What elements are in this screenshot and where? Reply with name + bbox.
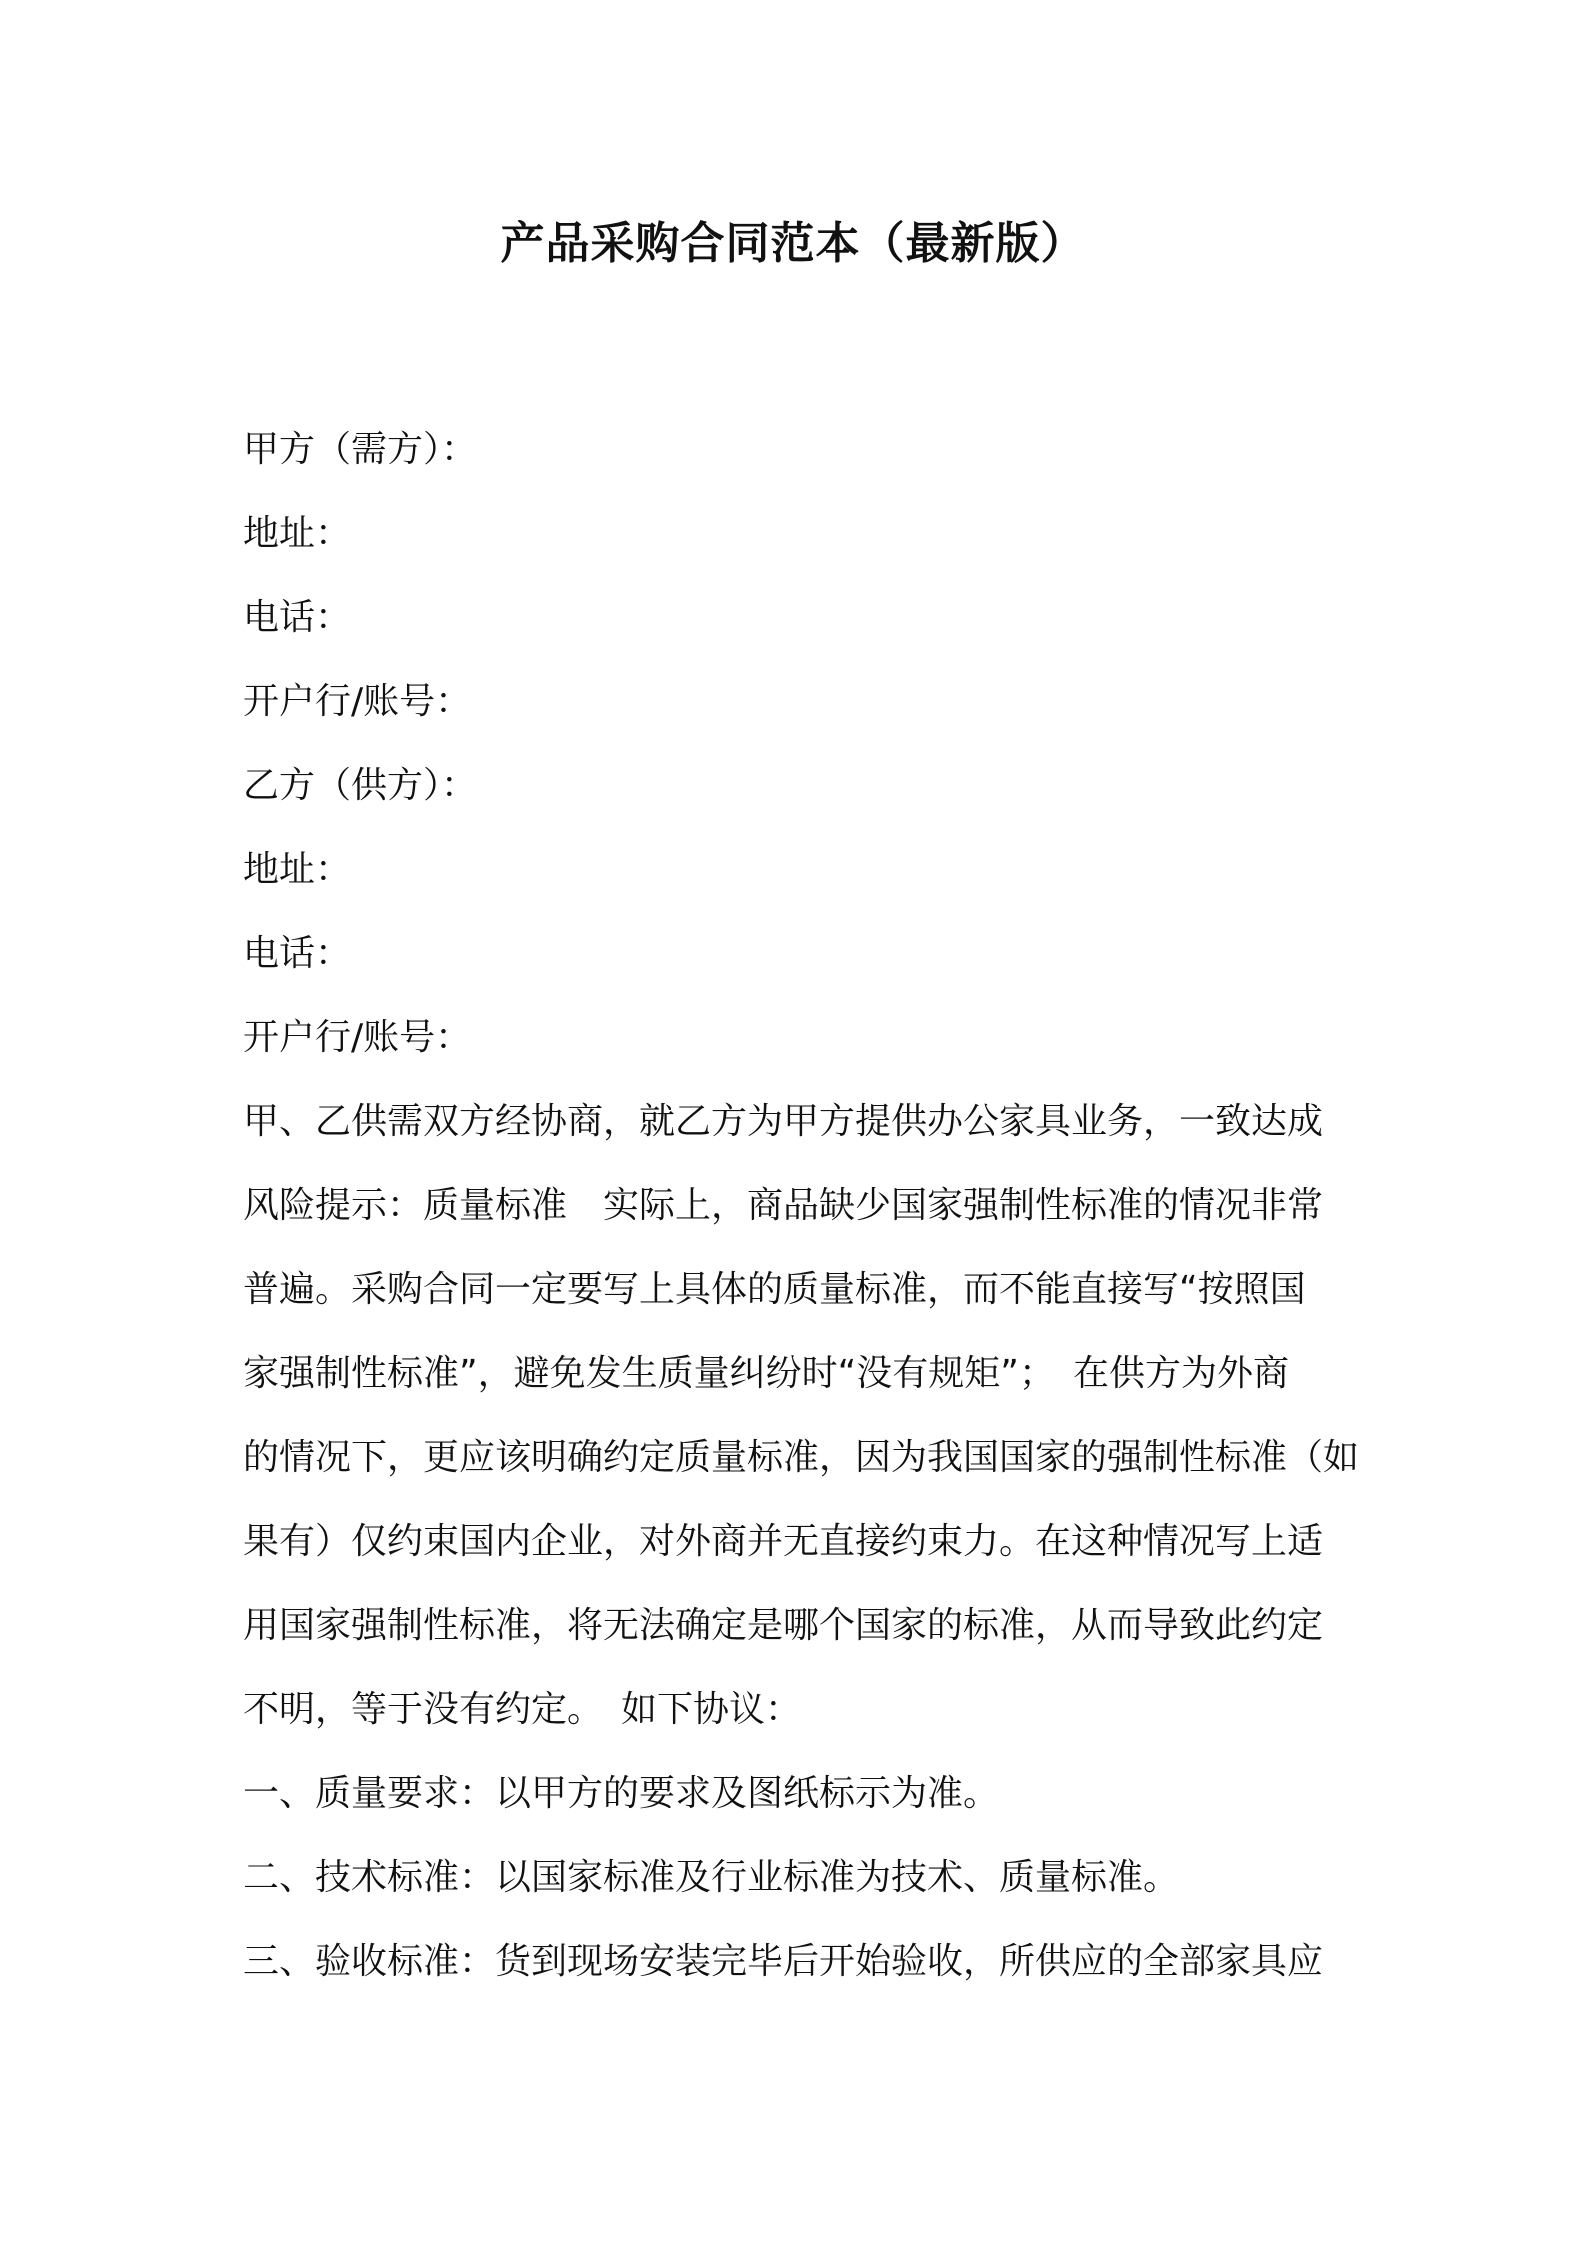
paragraph-line: 的情况下，更应该明确约定质量标准，因为我国国家的强制性标准（如 — [243, 1437, 1360, 1478]
party-b-bank-account-field: 开户行/账号： — [243, 1017, 472, 1058]
clause-quality-requirement: 一、质量要求：以甲方的要求及图纸标示为准。 — [243, 1773, 1000, 1814]
party-a-bank-account-field: 开户行/账号： — [243, 681, 472, 722]
party-b-address-field: 地址： — [243, 849, 352, 890]
paragraph-line: 普遍。采购合同一定要写上具体的质量标准，而不能直接写“按照国 — [243, 1269, 1306, 1310]
party-a-address-field: 地址： — [243, 513, 352, 554]
paragraph-line: 用国家强制性标准，将无法确定是哪个国家的标准，从而导致此约定 — [243, 1605, 1324, 1646]
party-a-phone-field: 电话： — [243, 597, 352, 638]
document-body — [243, 408, 1360, 2004]
party-b-phone-field: 电话： — [243, 933, 352, 974]
party-a-field: 甲方（需方）： — [243, 429, 478, 470]
paragraph-line: 家强制性标准”，避免发生质量纠纷时“没有规矩”； 在供方为外商 — [243, 1353, 1289, 1394]
clause-technical-standard: 二、技术标准：以国家标准及行业标准为技术、质量标准。 — [243, 1857, 1180, 1898]
paragraph-line: 风险提示：质量标准 实际上，商品缺少国家强制性标准的情况非常 — [243, 1185, 1324, 1226]
paragraph-line: 甲、乙供需双方经协商，就乙方为甲方提供办公家具业务，一致达成 — [243, 1101, 1324, 1142]
paragraph-line: 果有）仅约束国内企业，对外商并无直接约束力。在这种情况写上适 — [243, 1521, 1324, 1562]
document-title: 产品采购合同范本（最新版） — [500, 218, 1086, 269]
clause-acceptance-standard: 三、验收标准：货到现场安装完毕后开始验收，所供应的全部家具应 — [243, 1941, 1324, 1982]
party-b-field: 乙方（供方）： — [243, 765, 478, 806]
paragraph-line: 不明，等于没有约定。 如下协议： — [243, 1689, 802, 1730]
